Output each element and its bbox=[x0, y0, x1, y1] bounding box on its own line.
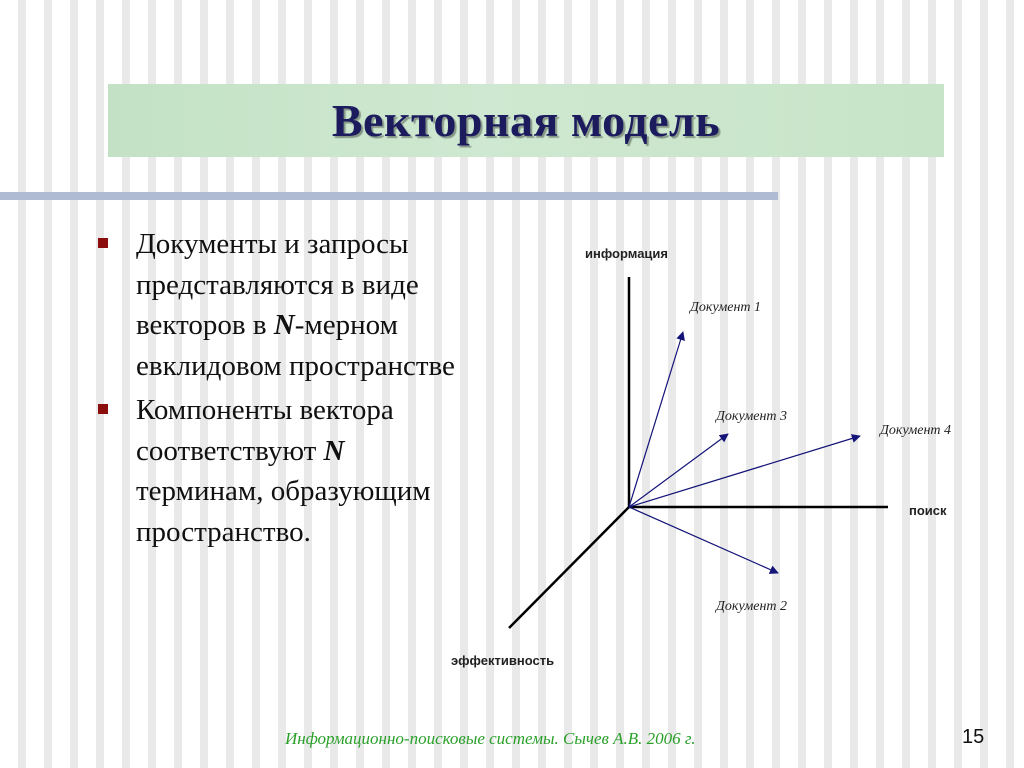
bullet-item bbox=[96, 390, 476, 552]
square-bullet-icon bbox=[98, 404, 108, 414]
bullet-text-emphasis: N bbox=[323, 434, 345, 467]
page-number: 15 bbox=[962, 726, 985, 748]
vector-label-document-1: Документ 1 bbox=[690, 300, 762, 315]
bullet-text-before: Документы и запросы представляются в виде векторов в bbox=[136, 228, 419, 341]
bullet-text-before: Компоненты вектора соответствуют bbox=[136, 394, 394, 467]
bullet-item bbox=[96, 224, 476, 386]
square-bullet-icon bbox=[98, 238, 108, 248]
vector-label-document-3: Документ 3 bbox=[716, 409, 788, 424]
title-divider bbox=[0, 192, 778, 200]
bullet-text-after: терминам, образующим пространство. bbox=[136, 475, 431, 548]
axis-label-horizontal: поиск bbox=[909, 503, 947, 518]
bullet-list bbox=[96, 224, 476, 556]
bullet-text-emphasis: N bbox=[273, 309, 295, 341]
vector-document-1 bbox=[629, 332, 683, 507]
bullet-text-after: -мерном евклидовом пространстве bbox=[136, 309, 455, 382]
vector-document-4 bbox=[629, 436, 860, 507]
vector-document-3 bbox=[629, 434, 728, 507]
slide-title: Векторная модель bbox=[331, 95, 721, 146]
axis-diagonal bbox=[509, 507, 629, 628]
axis-label-diagonal: эффективность bbox=[451, 653, 555, 668]
axis-label-vertical: информация bbox=[585, 246, 669, 261]
slide-footer: Информационно-поисковые системы. Сычев А.В. 2006 г. bbox=[285, 729, 696, 748]
vector-space-diagram bbox=[430, 230, 990, 680]
vector-label-document-2: Документ 2 bbox=[716, 599, 788, 614]
vector-document-2 bbox=[629, 507, 778, 573]
vector-label-document-4: Документ 4 bbox=[880, 423, 952, 438]
